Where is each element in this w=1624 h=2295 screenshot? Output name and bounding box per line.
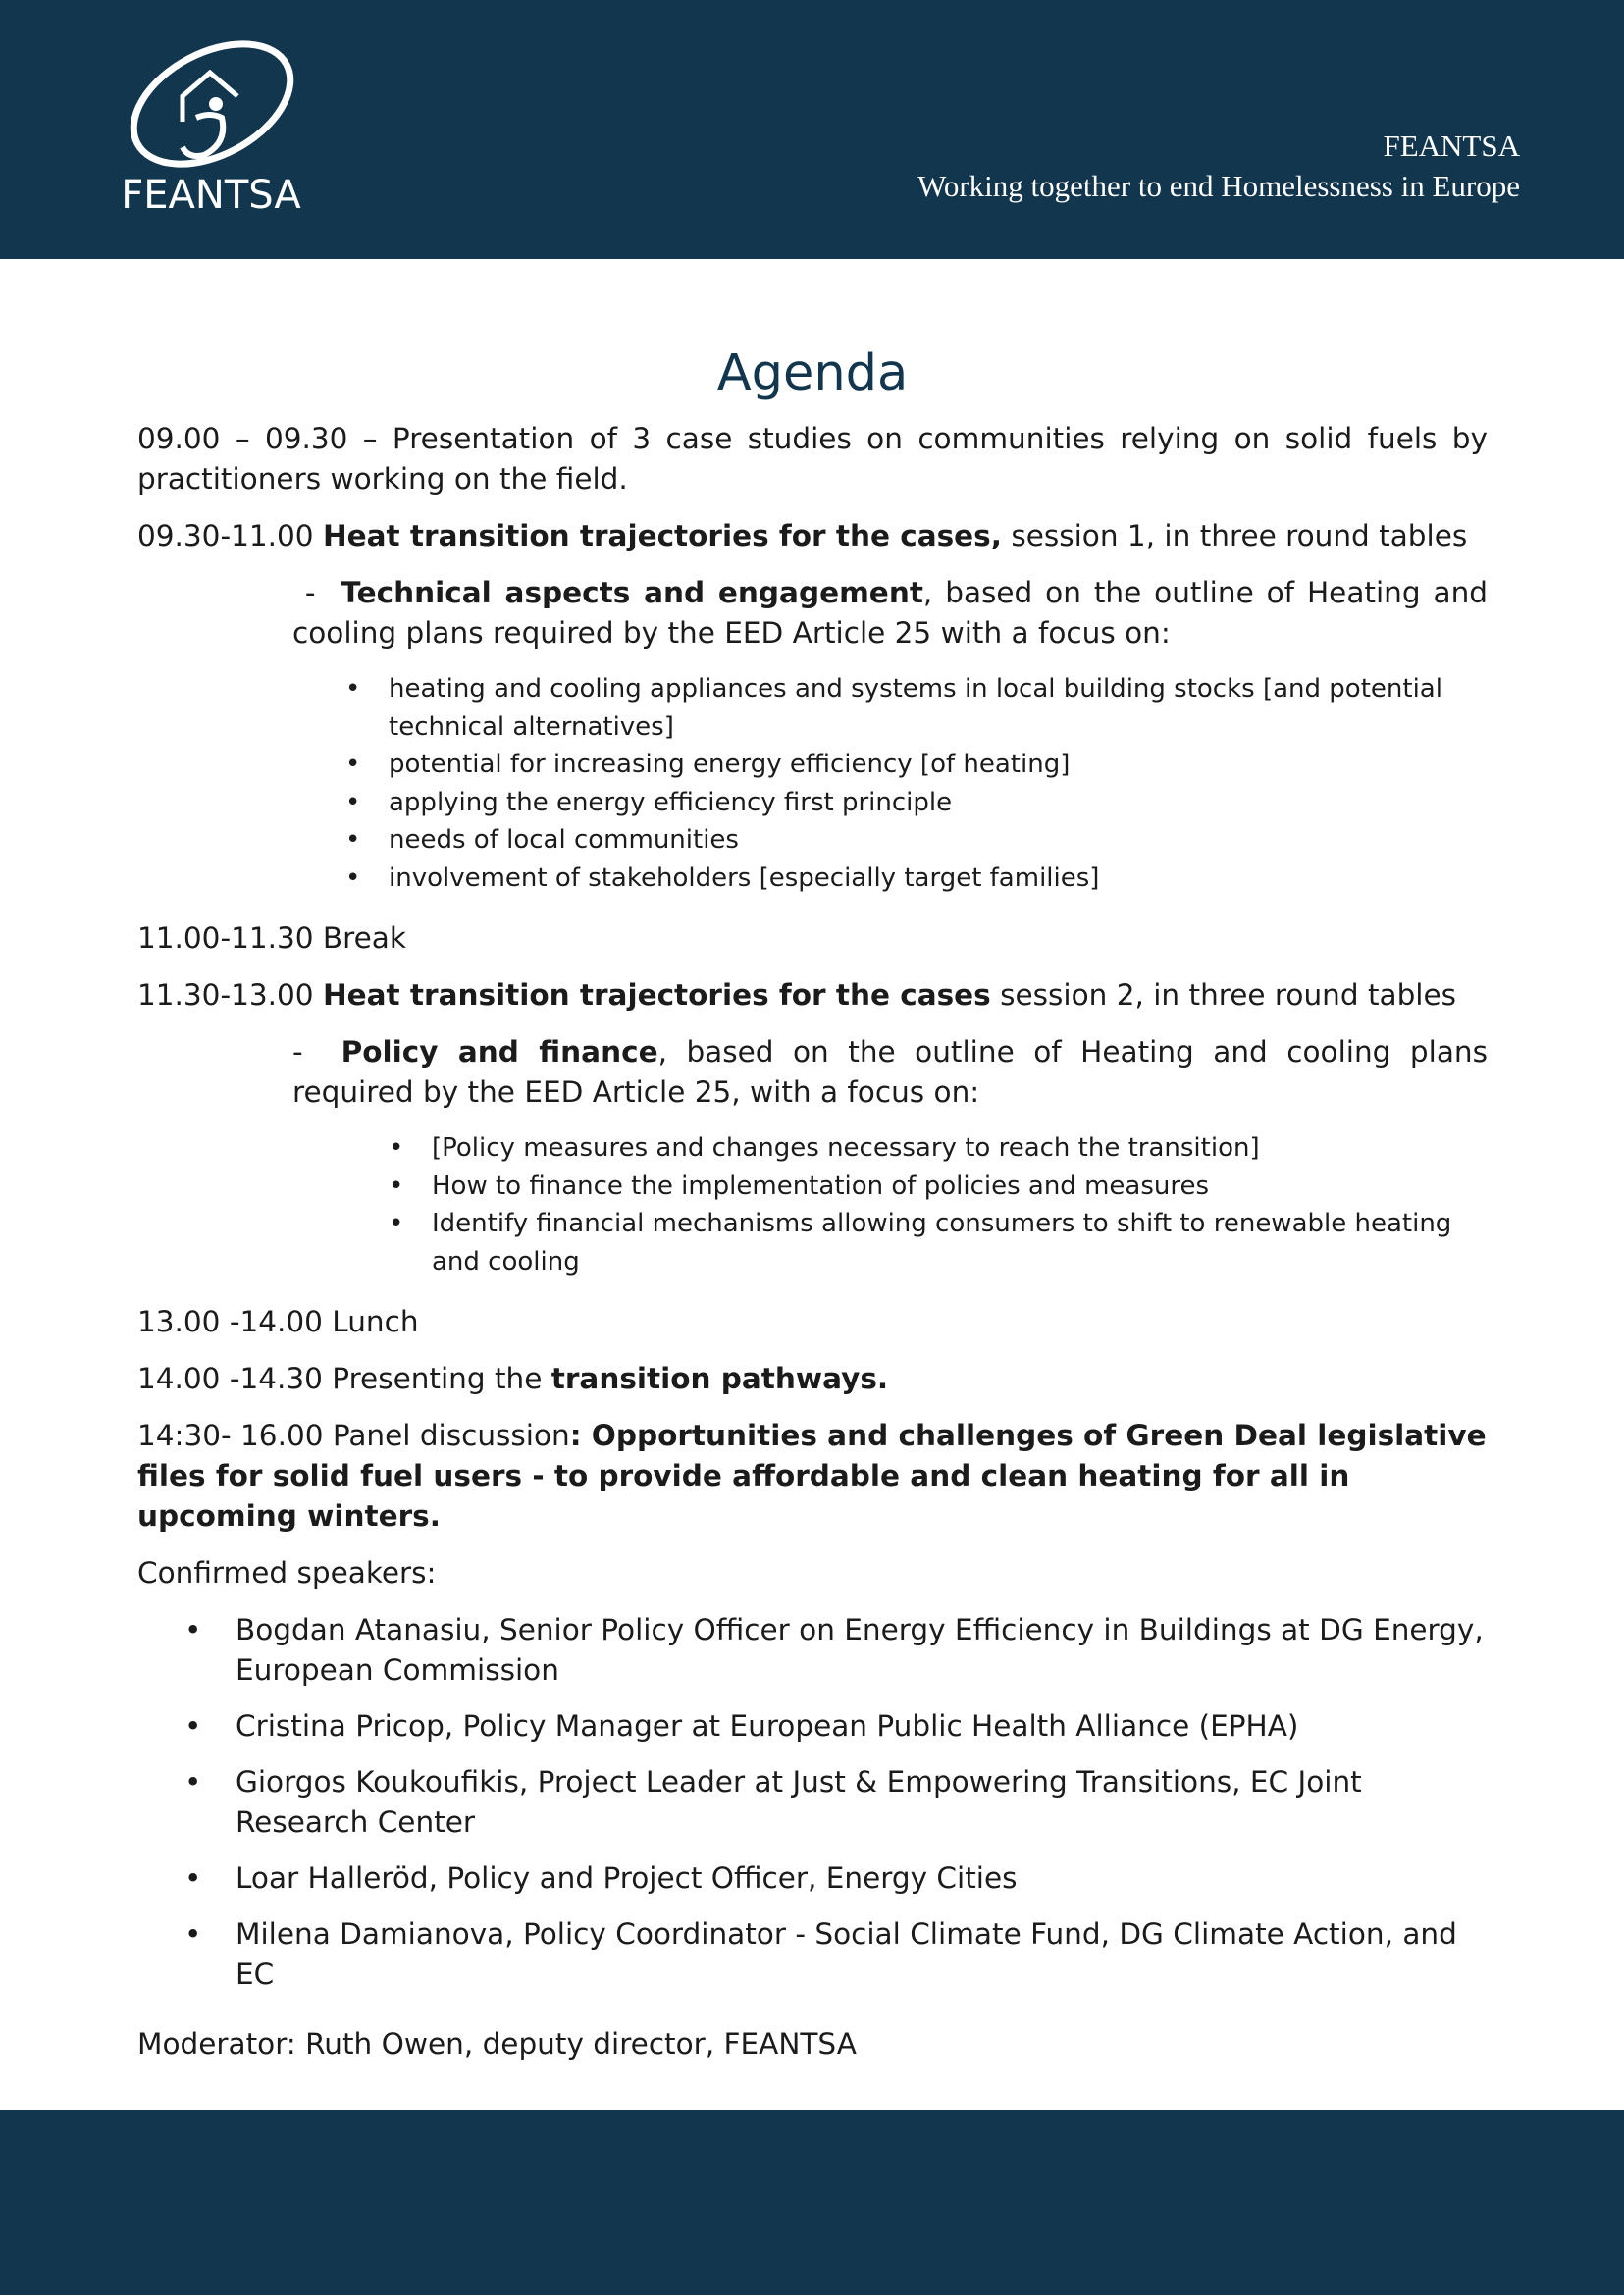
page-header (0, 0, 1624, 259)
item-title: transition pathways. (550, 1362, 889, 1395)
house-swirl-logo-icon (120, 35, 302, 183)
topic-detail: , based on the outline of Heating and cooling plans required by the EED Article 25 with a focus on: (292, 576, 1488, 650)
speaker-item: • Giorgos Koukoufikis, Project Leader at Just & Empowering Transitions, EC Joint Research Center (236, 1762, 1488, 1843)
item-time: 11.30-13.00 (137, 978, 323, 1012)
list-item: • involvement of stakeholders [especially target families] (389, 860, 1488, 898)
org-tagline: Working together to end Homelessness in Europe (917, 169, 1520, 203)
item-title: Heat transition trajectories for the cases (322, 978, 991, 1012)
organization-block (917, 126, 1520, 206)
agenda-item-presentation: 09.00 – 09.30 – Presentation of 3 case studies on communities relying on solid fuels by practitioners working on the field. (137, 422, 1488, 496)
item-detail: session 2, in three round tables (990, 978, 1457, 1012)
agenda-item-panel (137, 1416, 1488, 1537)
agenda-item-session-1 (137, 516, 1488, 556)
feantsa-logo (120, 35, 302, 222)
moderator-line: Moderator: Ruth Owen, deputy director, FEANTSA (137, 2027, 857, 2060)
agenda-item-pathways (137, 1359, 1488, 1399)
agenda-body (137, 339, 1488, 2081)
speaker-item: • Loar Halleröd, Policy and Project Officer, Energy Cities (236, 1858, 1488, 1899)
speaker-item: • Milena Damianova, Policy Coordinator - Social Climate Fund, DG Climate Action, and EC (236, 1914, 1488, 1995)
agenda-item-session-2 (137, 975, 1488, 1016)
list-item: • needs of local communities (389, 821, 1488, 860)
session-2-focus-list (432, 1129, 1488, 1280)
agenda-item-break: 11.00-11.30 Break (137, 921, 406, 955)
logo-text: FEANTSA (121, 173, 301, 218)
list-item: • potential for increasing energy efficiency [of heating] (389, 746, 1488, 784)
item-time: 09.30-11.00 (137, 519, 323, 552)
session-1-focus-list (389, 670, 1488, 897)
list-item: • Identify financial mechanisms allowing consumers to shift to renewable heating and cooling (432, 1205, 1488, 1280)
page-title: Agenda (716, 344, 909, 402)
topic-detail: , based on the outline of Heating and cooling plans required by the EED Article 25, with a focus on: (292, 1035, 1488, 1109)
item-detail: session 1, in three round tables (1001, 519, 1468, 552)
topic-title: Policy and finance (341, 1035, 658, 1069)
org-name: FEANTSA (1383, 129, 1520, 163)
page-footer (0, 2110, 1624, 2295)
item-title: Heat transition trajectories for the cases, (322, 519, 1002, 552)
item-title: : Opportunities and challenges of Green Deal legislative files for solid fuel users - to provide affordable and clean heating for all in upcoming winters. (137, 1419, 1487, 1533)
item-time: 14.00 -14.30 Presenting the (137, 1362, 551, 1395)
list-item: • How to finance the implementation of policies and measures (432, 1168, 1488, 1206)
speakers-list (236, 1610, 1488, 1995)
speaker-item: • Bogdan Atanasiu, Senior Policy Officer on Energy Efficiency in Buildings at DG Energy, European Commission (236, 1610, 1488, 1691)
session-2-topic (292, 1032, 1488, 1113)
session-1-topic (292, 573, 1488, 653)
agenda-item-lunch: 13.00 -14.00 Lunch (137, 1305, 419, 1338)
confirmed-speakers-label: Confirmed speakers: (137, 1556, 437, 1590)
speaker-item: • Cristina Pricop, Policy Manager at European Public Health Alliance (EPHA) (236, 1706, 1488, 1747)
topic-dash: - (292, 576, 341, 609)
list-item: • [Policy measures and changes necessary to reach the transition] (432, 1129, 1488, 1168)
item-time: 14:30- 16.00 Panel discussion (137, 1419, 570, 1452)
list-item: • applying the energy efficiency first principle (389, 784, 1488, 822)
topic-dash: - (292, 1035, 341, 1069)
list-item: • heating and cooling appliances and systems in local building stocks [and potential technical alternatives] (389, 670, 1488, 746)
topic-title: Technical aspects and engagement (341, 576, 923, 609)
